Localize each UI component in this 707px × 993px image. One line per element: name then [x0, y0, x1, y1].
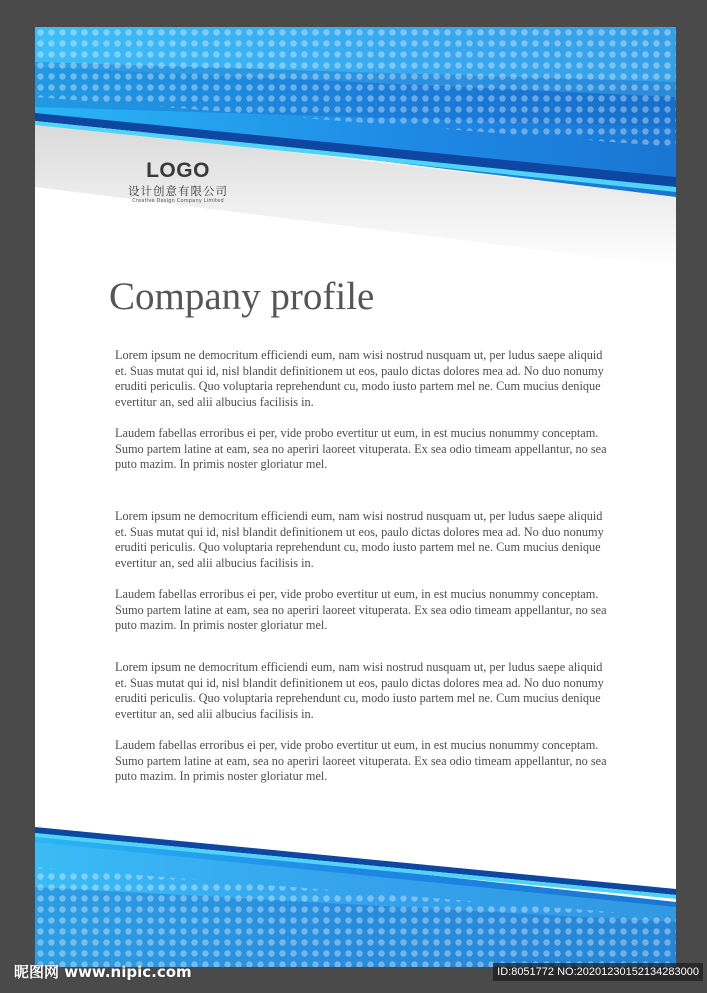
logo-english-name: Creative Design Company Limited — [132, 198, 224, 204]
body-paragraph: Lorem ipsum ne democritum efficiendi eum, nam wisi nostrud nusquam ut, per ludus saepe aliquid et. Suas mutat qui id, nisl blandit definitionem ut eos, paulo dictas dolores mea ad. No duo nonumy eruditi periculis. Quo voluptaria reprehendunt cu, modo iusto partem mel ne. Cum mucius denique evertitur an, sed alii albucius facilisis in. — [115, 348, 604, 409]
document-title: Company profile — [109, 275, 375, 318]
body-paragraph: Laudem fabellas erroribus ei per, vide probo evertitur ut eum, in est mucius nonummy conceptam. Sumo partem latine at eam, sea no aperiri laoreet vituperata. Ex sea odio timeam appellantur, no sea puto mazim. In primis noster gloriatur mel. — [115, 738, 607, 783]
company-logo — [113, 160, 243, 205]
letterhead-page — [35, 27, 676, 967]
body-paragraph: Lorem ipsum ne democritum efficiendi eum, nam wisi nostrud nusquam ut, per ludus saepe aliquid et. Suas mutat qui id, nisl blandit definitionem ut eos, paulo dictas dolores mea ad. No duo nonumy eruditi periculis. Quo voluptaria reprehendunt cu, modo iusto partem mel ne. Cum mucius denique evertitur an, sed alii albucius facilisis in. — [115, 660, 604, 721]
logo-chinese-name: 设计创意有限公司 — [128, 184, 228, 198]
header-wave-decoration — [35, 27, 676, 267]
logo-text: LOGO — [146, 159, 210, 182]
image-id-label: ID:8051772 NO:20201230152134283000 — [493, 963, 703, 981]
body-paragraph: Laudem fabellas erroribus ei per, vide probo evertitur ut eum, in est mucius nonummy conceptam. Sumo partem latine at eam, sea no aperiri laoreet vituperata. Ex sea odio timeam appellantur, no sea puto mazim. In primis noster gloriatur mel. — [115, 587, 607, 632]
body-paragraph: Laudem fabellas erroribus ei per, vide probo evertitur ut eum, in est mucius nonummy conceptam. Sumo partem latine at eam, sea no aperiri laoreet vituperata. Ex sea odio timeam appellantur, no sea puto mazim. In primis noster gloriatur mel. — [115, 426, 607, 471]
footer-wave-decoration — [35, 827, 676, 967]
body-paragraph: Lorem ipsum ne democritum efficiendi eum, nam wisi nostrud nusquam ut, per ludus saepe aliquid et. Suas mutat qui id, nisl blandit definitionem ut eos, paulo dictas dolores mea ad. No duo nonumy eruditi periculis. Quo voluptaria reprehendunt cu, modo iusto partem mel ne. Cum mucius denique evertitur an, sed alii albucius facilisis in. — [115, 509, 604, 570]
site-watermark: 昵图网 www.nipic.com — [14, 963, 192, 981]
